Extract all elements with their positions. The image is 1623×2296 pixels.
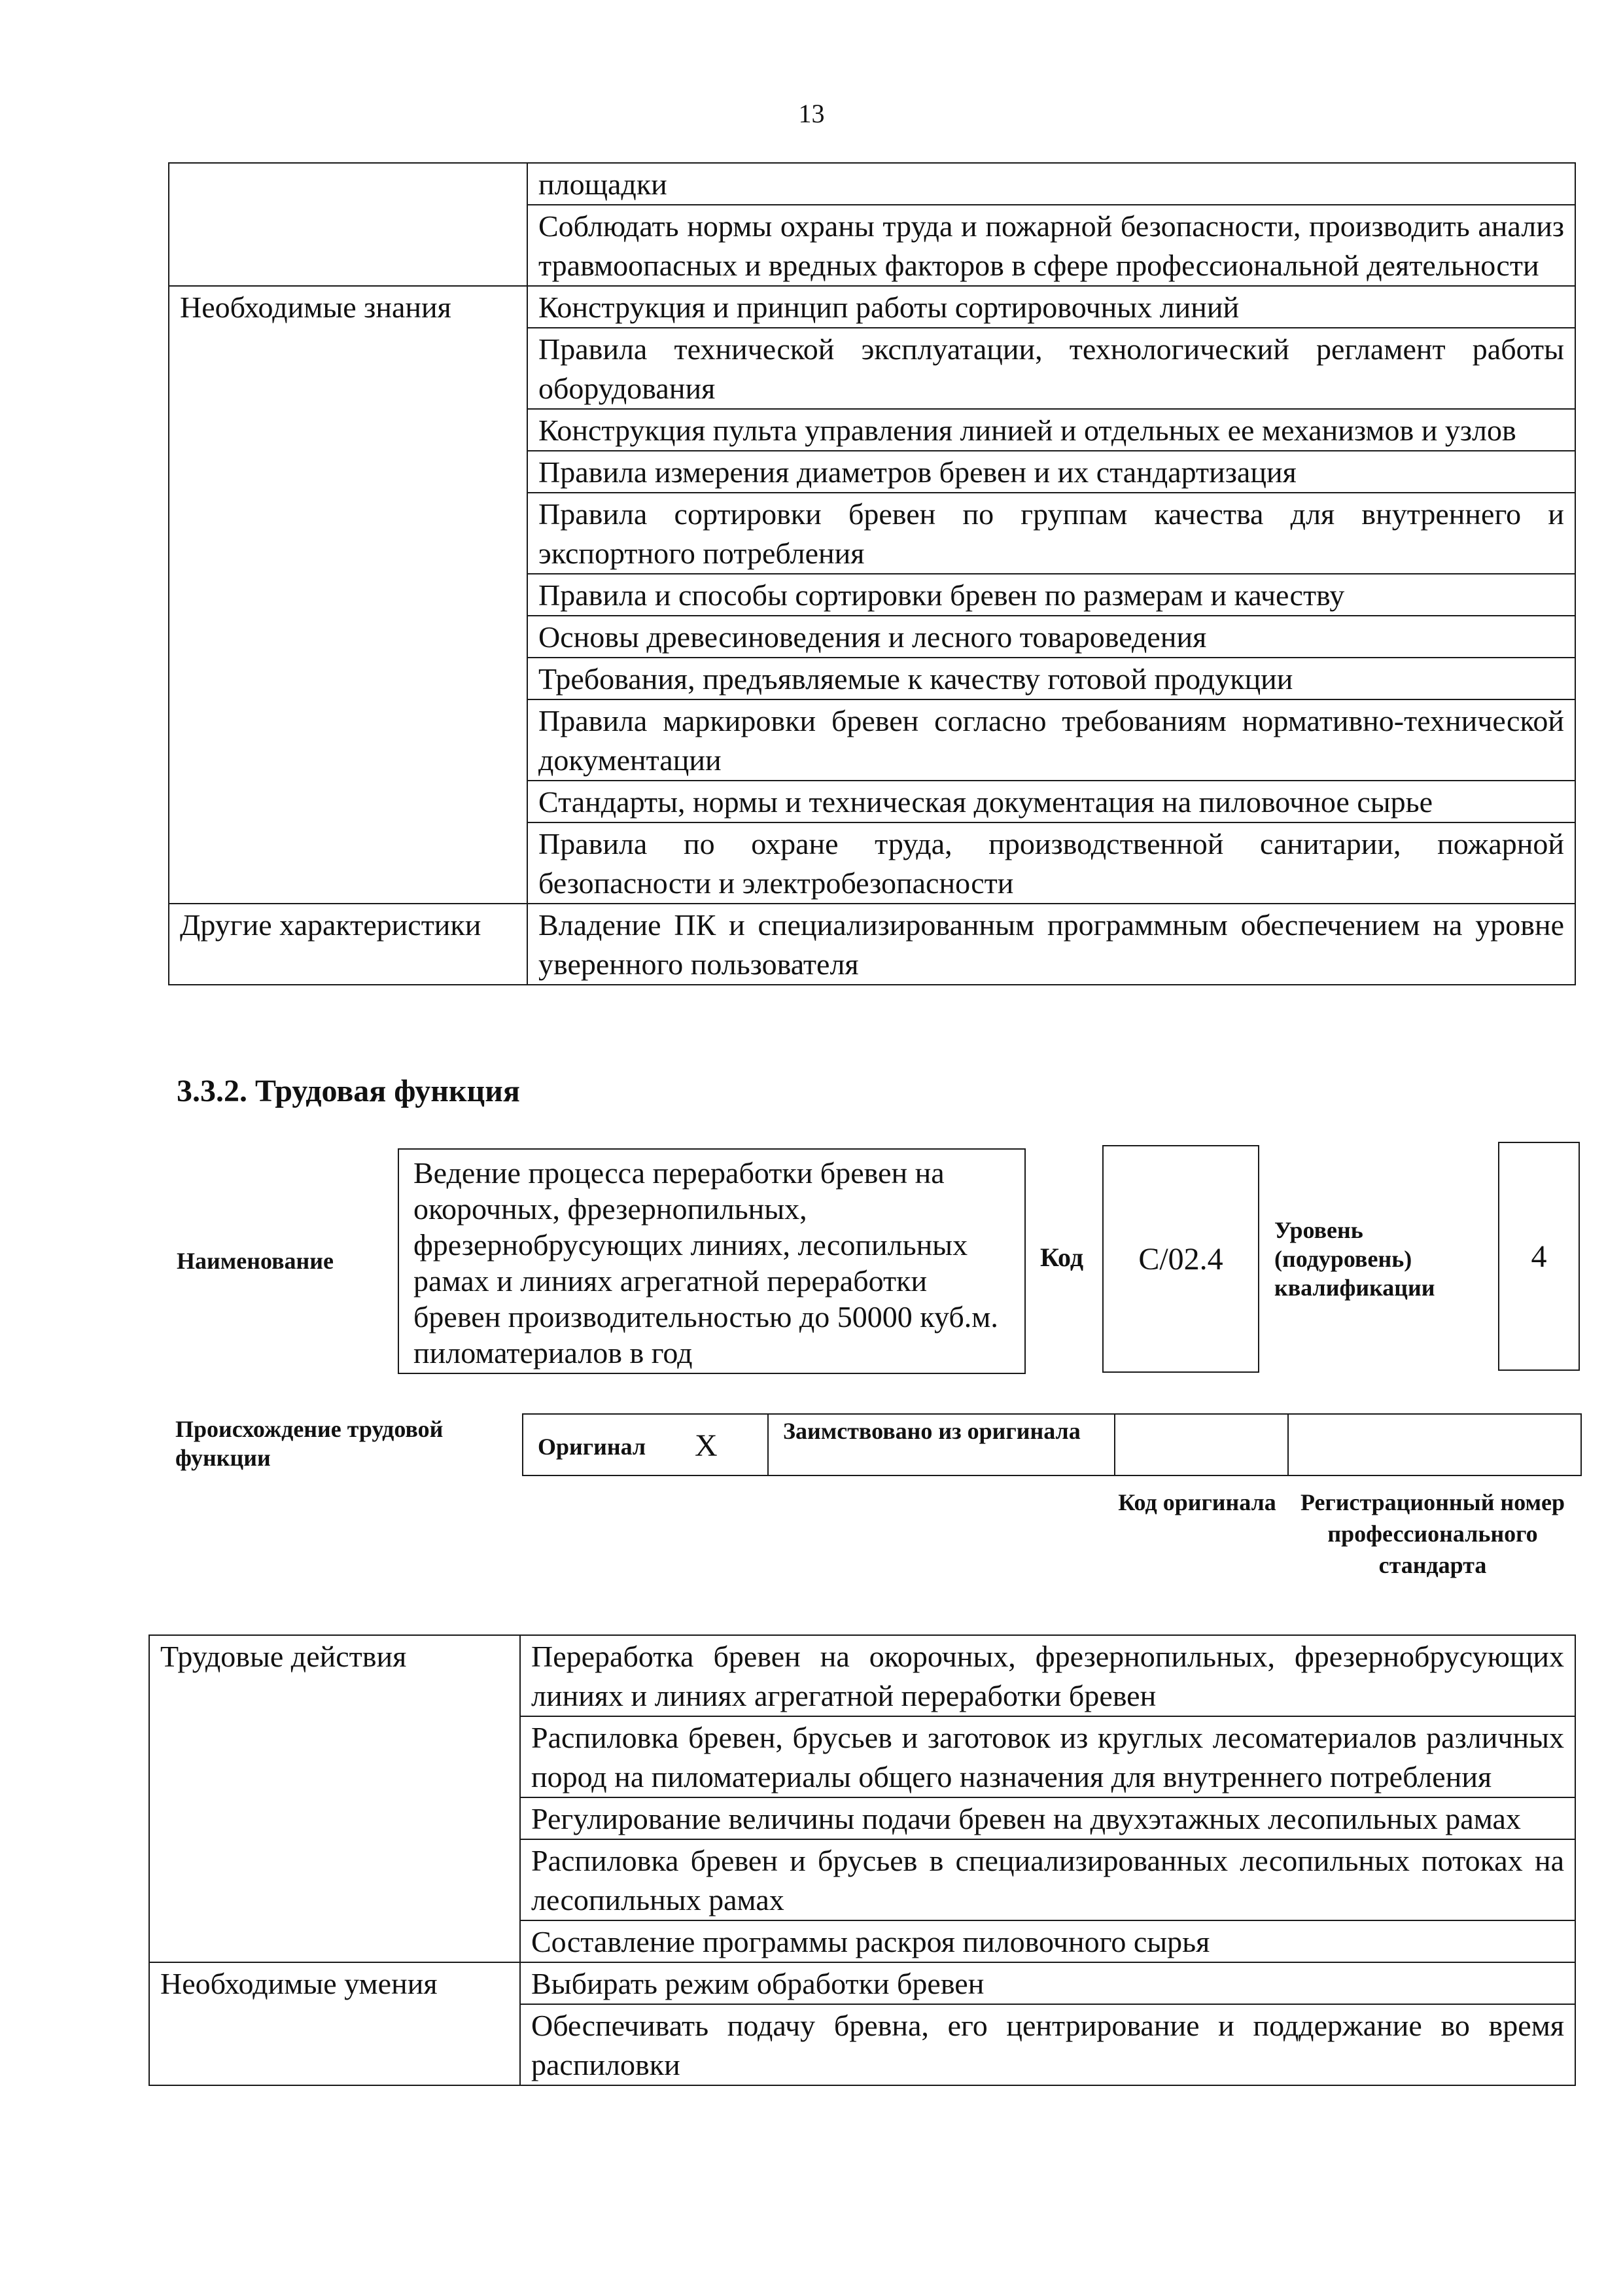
description-cell: Составление программы раскроя пиловочного сырья <box>520 1920 1575 1962</box>
category-cell: Другие характеристики <box>169 904 527 985</box>
function-code-box: C/02.4 <box>1102 1145 1259 1373</box>
description-cell: Выбирать режим обработки бревен <box>520 1962 1575 2004</box>
category-cell: Трудовые действия <box>149 1635 520 1716</box>
table-row <box>149 1839 1575 1920</box>
description-cell: Правила маркировки бревен согласно требованиям нормативно-технической документации <box>527 699 1575 781</box>
description-cell: Правила технической эксплуатации, технологический регламент работы оборудования <box>527 328 1575 409</box>
actions-table <box>148 1634 1576 2086</box>
section-title: 3.3.2. Трудовая функция <box>177 1074 520 1108</box>
origin-row <box>522 1413 1582 1476</box>
description-cell: Переработка бревен на окорочных, фрезернопильных, фрезернобрусующих линиях и линиях агрегатной переработки бревен <box>520 1635 1575 1716</box>
description-cell: Регулирование величины подачи бревен на двухэтажных лесопильных рамах <box>520 1797 1575 1839</box>
table-row <box>169 574 1575 616</box>
table-row <box>169 493 1575 574</box>
category-cell: Необходимые умения <box>149 1962 520 2004</box>
category-cell <box>169 574 527 616</box>
description-cell: Правила сортировки бревен по группам качества для внутреннего и экспортного потребления <box>527 493 1575 574</box>
category-cell <box>169 822 527 904</box>
category-cell <box>169 658 527 699</box>
origin-label: Происхождение трудовой функции <box>175 1416 444 1471</box>
description-cell: Стандарты, нормы и техническая документация на пиловочное сырье <box>527 781 1575 822</box>
description-cell: Правила измерения диаметров бревен и их стандартизация <box>527 451 1575 493</box>
category-cell <box>169 163 527 205</box>
description-cell: Соблюдать нормы охраны труда и пожарной безопасности, производить анализ травмоопасных и вредных факторов в сфере профессиональной деятельности <box>527 205 1575 286</box>
code-caption: Код оригинала <box>1118 1489 1276 1515</box>
level-label: Уровень (подуровень) квалификации <box>1274 1217 1435 1301</box>
original-code-cell <box>1115 1415 1289 1475</box>
table-row <box>149 1962 1575 2004</box>
category-cell <box>169 699 527 781</box>
category-cell <box>169 781 527 822</box>
category-cell <box>149 1839 520 1920</box>
table-row <box>149 1716 1575 1797</box>
code-label: Код <box>1040 1243 1084 1272</box>
registration-caption: Регистрационный номер профессионального стандарта <box>1300 1489 1565 1578</box>
registration-number-cell <box>1289 1415 1580 1475</box>
table-row <box>169 904 1575 985</box>
name-label: Наименование <box>177 1248 334 1274</box>
table-row <box>169 205 1575 286</box>
description-cell: Основы древесиноведения и лесного товароведения <box>527 616 1575 658</box>
category-cell <box>169 409 527 451</box>
table-row <box>169 616 1575 658</box>
category-cell <box>169 493 527 574</box>
table-row <box>169 163 1575 205</box>
description-cell: Правила по охране труда, производственной санитарии, пожарной безопасности и электробезопасности <box>527 822 1575 904</box>
description-cell: Распиловка бревен, брусьев и заготовок из круглых лесоматериалов различных пород на пиломатериалы общего назначения для внутреннего потребления <box>520 1716 1575 1797</box>
description-cell: Распиловка бревен и брусьев в специализированных лесопильных потоках на лесопильных рамах <box>520 1839 1575 1920</box>
category-cell <box>169 616 527 658</box>
function-level-box: 4 <box>1498 1142 1580 1371</box>
original-label: Оригинал <box>538 1434 646 1460</box>
table-row <box>149 2004 1575 2085</box>
category-cell <box>169 328 527 409</box>
category-cell <box>169 205 527 286</box>
category-cell <box>149 1920 520 1962</box>
description-cell: Владение ПК и специализированным программным обеспечением на уровне уверенного пользователя <box>527 904 1575 985</box>
table-row <box>169 409 1575 451</box>
description-cell: Конструкция пульта управления линией и отдельных ее механизмов и узлов <box>527 409 1575 451</box>
category-cell <box>149 1716 520 1797</box>
description-cell: Конструкция и принцип работы сортировочных линий <box>527 286 1575 328</box>
table-row <box>169 658 1575 699</box>
knowledge-table <box>168 162 1576 985</box>
description-cell: Требования, предъявляемые к качеству готовой продукции <box>527 658 1575 699</box>
table-row <box>169 699 1575 781</box>
borrowed-cell <box>769 1415 1115 1475</box>
category-cell <box>169 451 527 493</box>
table-row <box>169 822 1575 904</box>
category-cell <box>149 2004 520 2085</box>
function-name-box: Ведение процесса переработки бревен на окорочных, фрезернопильных, фрезернобрусующих линиях, лесопильных рамах и линиях агрегатной переработки бревен производительностью до 50000 куб.м. пиломатериалов в год <box>398 1148 1026 1374</box>
category-cell <box>149 1797 520 1839</box>
table-row <box>169 328 1575 409</box>
page-number: 13 <box>798 99 825 128</box>
original-cell <box>523 1415 769 1475</box>
table-row <box>169 286 1575 328</box>
table-row <box>149 1797 1575 1839</box>
borrowed-label: Заимствовано из оригинала <box>783 1418 1081 1444</box>
description-cell: площадки <box>527 163 1575 205</box>
table-row <box>149 1920 1575 1962</box>
category-cell: Необходимые знания <box>169 286 527 328</box>
table-row <box>149 1635 1575 1716</box>
description-cell: Правила и способы сортировки бревен по размерам и качеству <box>527 574 1575 616</box>
table-row <box>169 451 1575 493</box>
original-mark: X <box>695 1428 718 1463</box>
table-row <box>169 781 1575 822</box>
description-cell: Обеспечивать подачу бревна, его центрирование и поддержание во время распиловки <box>520 2004 1575 2085</box>
